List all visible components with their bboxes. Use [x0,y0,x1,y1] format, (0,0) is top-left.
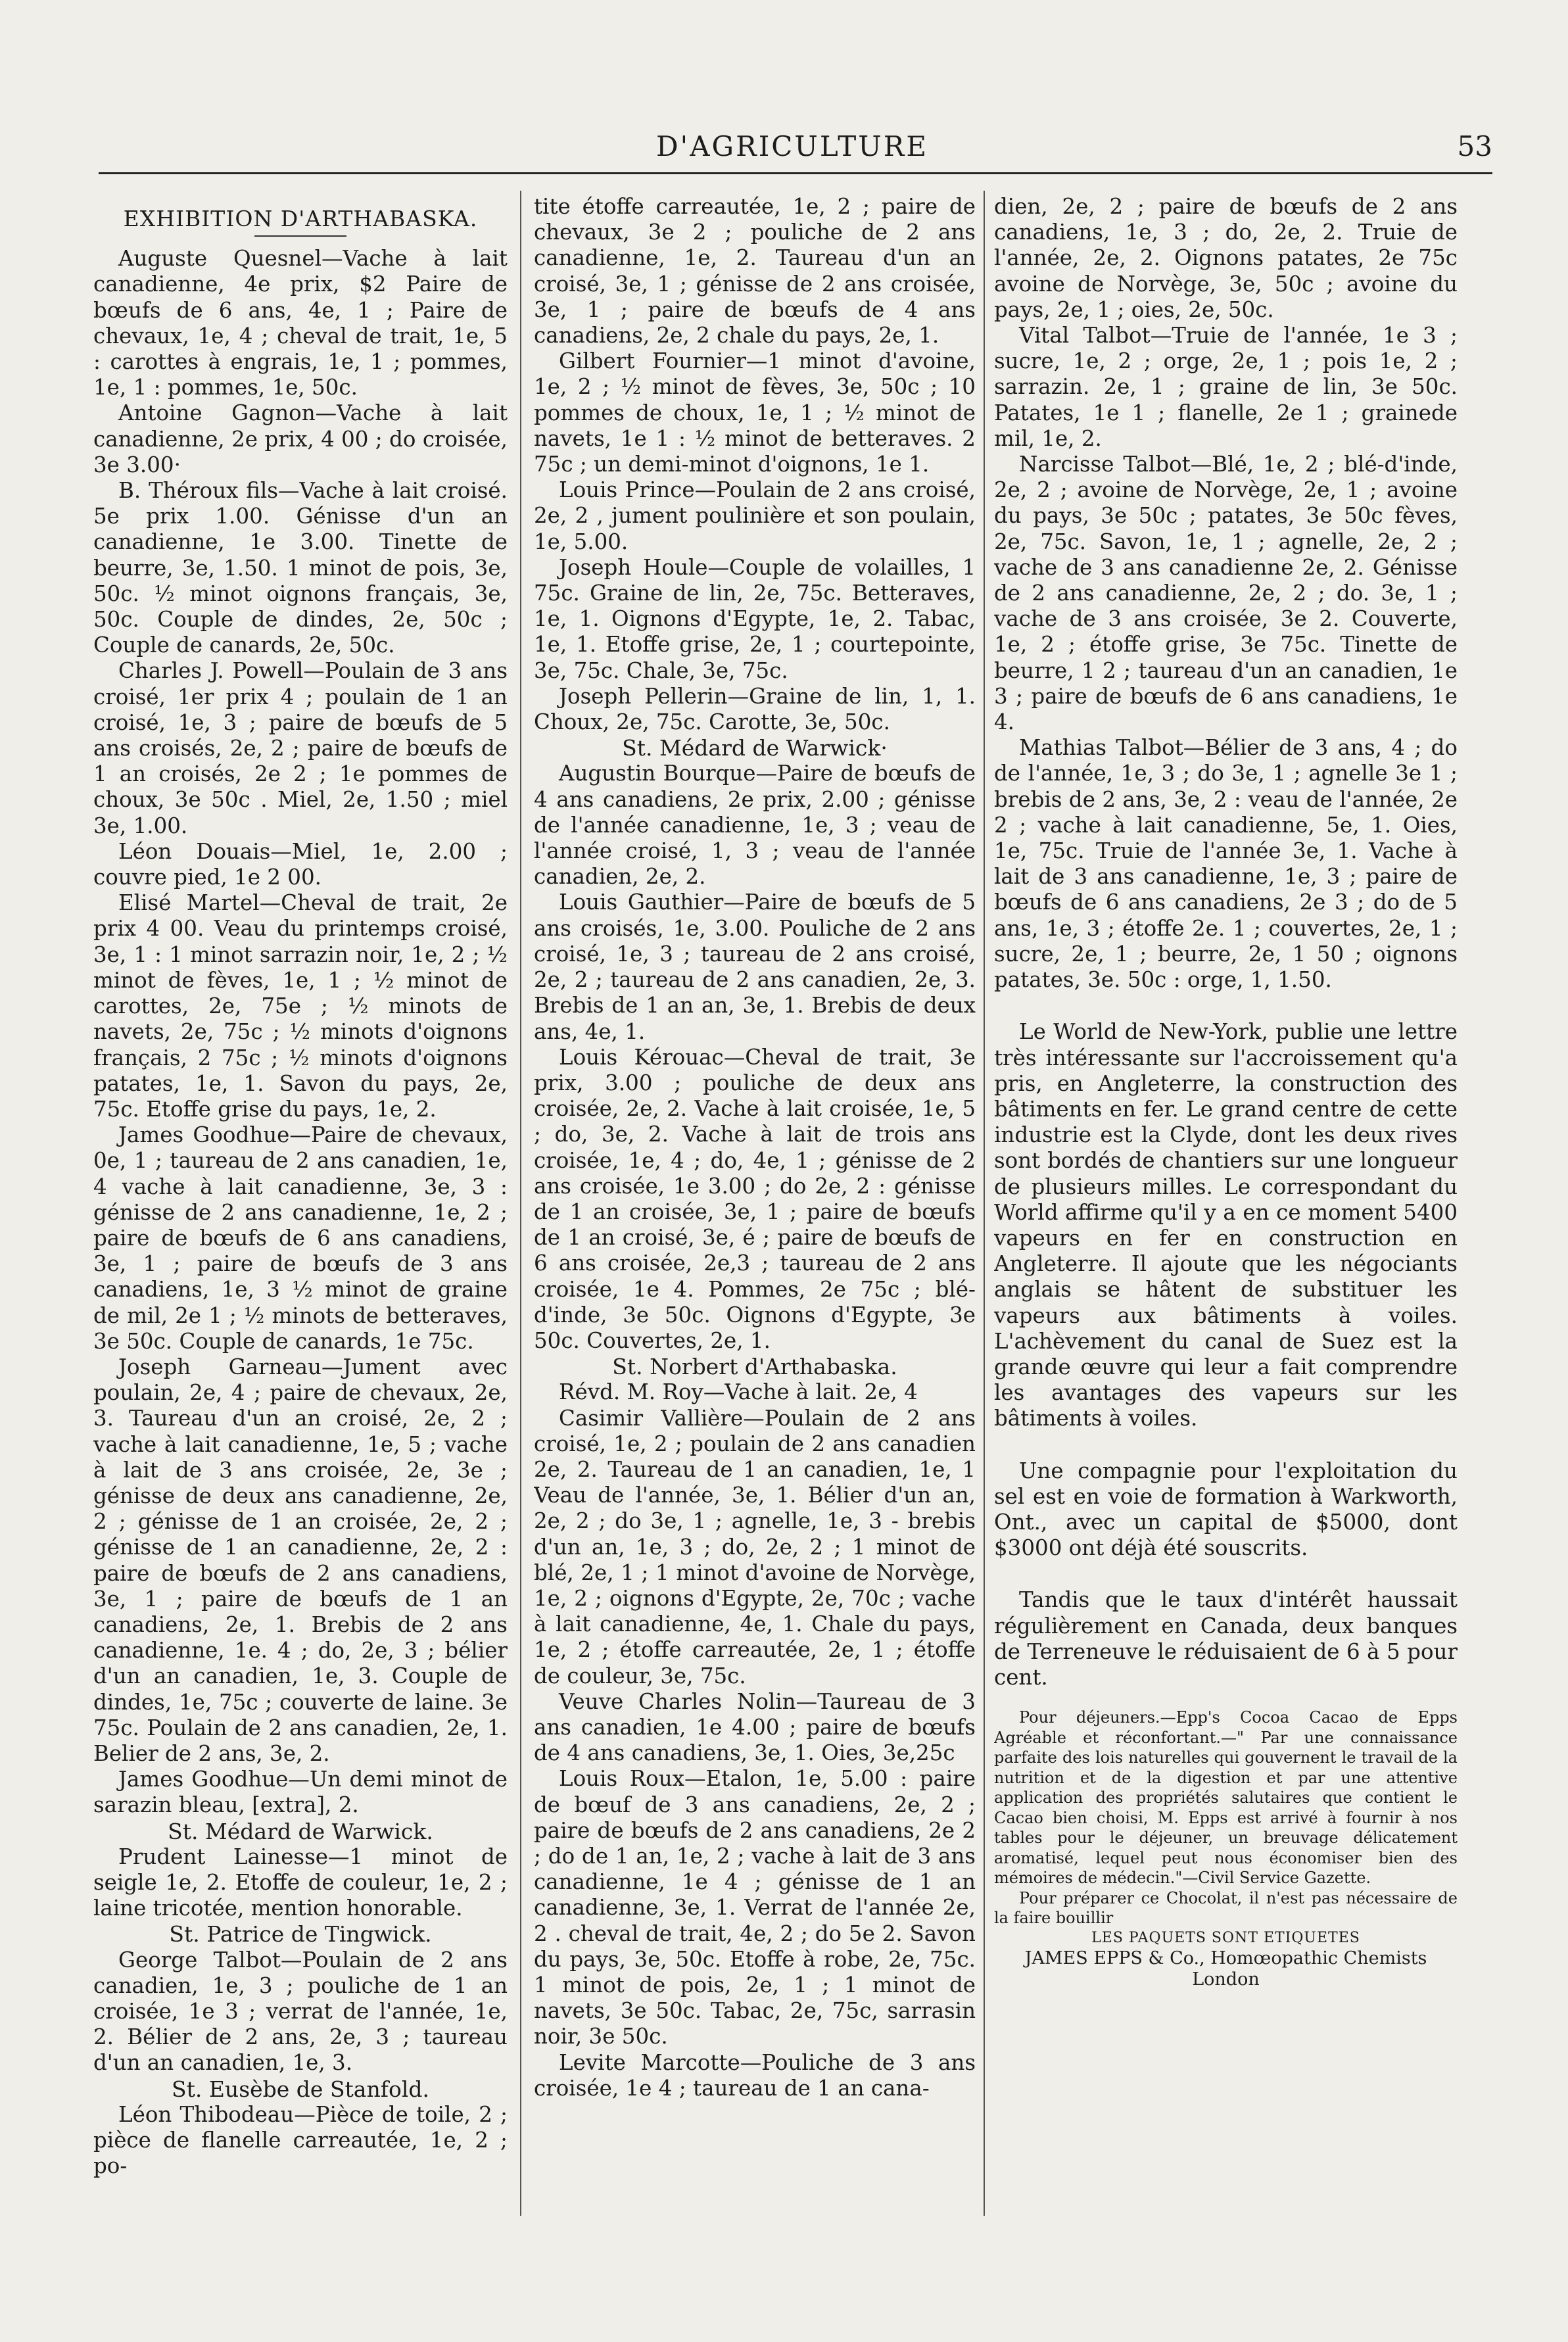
entry-paragraph: Louis Kérouac—Cheval de trait, 3e prix, 3.00 ; pouliche de deux ans croisée, 2e, 2. Vache à lait croisée, 1e, 5 ; do, 3e, 2. Vache à lait de trois ans croisée, 1e, 4 ; do, 4e, 1 ; génisse de 2 ans croisée, 1e 3.00 ; do 2e, 2 : génisse de 1 an croisée, 3e, 1 ; paire de bœufs de 1 an croisé, 3e, é ; paire de bœufs de 6 ans croisée, 2e,3 ; taureau de 2 ans croisée, 1e 4. Pommes, 2e 75c ; blé-d'inde, 3e 50c. Oignons d'Egypte, 3e 50c. Couvertes, 2e, 1. [534,1044,976,1353]
entry-paragraph: Charles J. Powell—Poulain de 3 ans croisé, 1er prix 4 ; poulain de 1 an croisé, 1e, 3 ; paire de bœufs de 5 ans croisés, 2e, 2 ; paire de bœufs de 1 an croisés, 2e 2 ; 1e pommes de choux, 3e 50c . Miel, 2e, 1.50 ; miel 3e, 1.00. [93,658,508,838]
subsection-heading: St. Patrice de Tingwick. [169,1921,432,1948]
spacer [994,993,1458,1019]
heading-rule [254,235,346,237]
news-item: Le World de New-York, publie une lettre très intéressante sur l'accroissement qu'a pris, en Angleterre, la construction des bâtiments en fer. Le grand centre de cette industrie est la Clyde, dont les deux rives sont bordés de chantiers sur une longueur de plusieurs milles. Le correspondant du World affirme qu'il y a en ce moment 5400 vapeurs en fer en construction en Angleterre. Il ajoute que les négociants anglais se hâtent de substituer les vapeurs aux bâtiments à voiles. L'achèvement du canal de Suez est la grande œuvre qui leur a fait comprendre les avantages des vapeurs sur les bâtiments à voiles. [994,1019,1458,1431]
entry-paragraph: Veuve Charles Nolin—Taureau de 3 ans canadien, 1e 4.00 ; paire de bœufs de 4 ans canadiens, 3e, 1. Oies, 3e,25c [534,1688,976,1766]
advertisement-packets: LES PAQUETS SONT ETIQUETES [1091,1929,1360,1946]
section-heading: EXHIBITION D'ARTHABASKA. [123,206,478,231]
entry-paragraph: Léon Thibodeau—Pièce de toile, 2 ; pièce de flanelle carreautée, 1e, 2 ; po- [93,2101,508,2179]
entry-paragraph: Louis Prince—Poulain de 2 ans croisé, 2e, 2 , jument poulinière et son poulain, 1e, 5.00. [534,477,976,554]
entry-paragraph: Joseph Pellerin—Graine de lin, 1, 1. Choux, 2e, 75c. Carotte, 3e, 50c. [534,683,976,735]
page-number: 53 [1457,130,1492,162]
running-header [92,130,1492,170]
entry-paragraph: Vital Talbot—Truie de l'année, 1e 3 ; sucre, 1e, 2 ; orge, 2e, 1 ; pois 1e, 2 ; sarrazin. 2e, 1 ; graine de lin, 3e 50c. Patates, 1e 1 ; flanelle, 2e 1 ; grainede mil, 1e, 2. [994,323,1458,451]
subsection-heading: St. Médard de Warwick· [622,735,888,761]
entry-paragraph: Elisé Martel—Cheval de trait, 2e prix 4 00. Veau du printemps croisé, 3e, 1 : 1 minot sarrazin noir, 1e, 2 ; ½ minot de fèves, 1e, 1 ; ½ minot de carottes, 2e, 75e ; ½ minots de navets, 2e, 75c ; ½ minots d'oignons français, 2 75c ; ½ minots d'oignons patates, 1e, 1. Savon du pays, 2e, 75c. Etoffe grise du pays, 1e, 2. [93,890,508,1122]
entry-paragraph: tite étoffe carreautée, 1e, 2 ; paire de chevaux, 3e 2 ; pouliche de 2 ans canadienne, 1e, 2. Taureau d'un an croisé, 3e, 1 ; génisse de 2 ans croisée, 3e, 1 ; paire de bœufs de 4 ans canadiens, 2e, 2 chale du pays, 2e, 1. [534,194,976,348]
advertisement-note: Pour préparer ce Chocolat, il n'est pas nécessaire de la faire bouillir [994,1888,1458,1928]
entry-paragraph: dien, 2e, 2 ; paire de bœufs de 2 ans canadiens, 1e, 3 ; do, 2e, 2. Truie de l'année, 2e, 2. Oignons patates, 2e 75c avoine de Norvège, 3e, 50c ; avoine du pays, 2e, 1 ; oies, 2e, 50c. [994,194,1458,322]
column-2 [534,194,976,2232]
entry-paragraph: James Goodhue—Un demi minot de sarazin bleau, [extra], 2. [93,1767,508,1818]
column-divider [520,191,521,2216]
header-rule [99,172,1492,174]
news-item: Une compagnie pour l'exploitation du sel est en voie de formation à Warkworth, Ont., avec un capital de $5000, dont $3000 ont déjà été souscrits. [994,1458,1458,1561]
advertisement-city: London [1192,1969,1260,1990]
entry-paragraph: Prudent Lainesse—1 minot de seigle 1e, 2. Etoffe de couleur, 1e, 2 ; laine tricotée, mention honorable. [93,1844,508,1921]
column-1 [93,194,508,2232]
news-item: Tandis que le taux d'intérêt haussait régulièrement en Canada, deux banques de Terreneuve le réduisaient de 6 à 5 pour cent. [994,1587,1458,1690]
entry-paragraph: Auguste Quesnel—Vache à lait canadienne, 4e prix, $2 Paire de bœufs de 6 ans, 4e, 1 ; Paire de chevaux, 1e, 4 ; cheval de trait, 1e, 5 : carottes à engrais, 1e, 1 ; pommes, 1e, 1 : pommes, 1e, 50c. [93,246,508,400]
entry-paragraph: Joseph Houle—Couple de volailles, 1 75c. Graine de lin, 2e, 75c. Betteraves, 1e, 1. Oignons d'Egypte, 1e, 2. Tabac, 1e, 1. Etoffe grise, 2e, 1 ; courtepointe, 3e, 75c. Chale, 3e, 75c. [534,554,976,683]
entry-paragraph: Casimir Vallière—Poulain de 2 ans croisé, 1e, 2 ; poulain de 2 ans canadien 2e, 2. Taureau de 1 an canadien, 1e, 1 Veau de l'année, 3e, 1. Bélier d'un an, 2e, 2 ; do 3e, 1 ; agnelle, 1e, 3 - brebis d'un an, 1e, 3 ; do, 2e, 2 ; 1 minot de blé, 2e, 1 ; 1 minot d'avoine de Norvège, 1e, 2 ; oignons d'Egypte, 2e, 70c ; vache à lait canadienne, 4e, 1. Chale du pays, 1e, 2 ; étoffe carreautée, 2e, 1 ; étoffe de couleur, 3e, 75c. [534,1405,976,1688]
running-title: D'AGRICULTURE [655,130,928,162]
entry-paragraph: Révd. M. Roy—Vache à lait. 2e, 4 [559,1379,918,1405]
spacer [994,1690,1458,1708]
entry-paragraph: Antoine Gagnon—Vache à lait canadienne, 2e prix, 4 00 ; do croisée, 3e 3.00· [93,400,508,477]
advertisement-firm: JAMES EPPS & Co., Homœopathic Chemists [1024,1948,1427,1969]
spacer [994,1561,1458,1587]
entry-paragraph: Levite Marcotte—Pouliche de 3 ans croisée, 1e 4 ; taureau de 1 an cana- [534,2049,976,2101]
column-divider [984,191,985,2216]
entry-paragraph: Narcisse Talbot—Blé, 1e, 2 ; blé-d'inde, 2e, 2 ; avoine de Norvège, 2e, 1 ; avoine du pays, 3e 50c ; patates, 3e 50c fèves, 2e, 75c. Savon, 1e, 1 ; agnelle, 2e, 2 ; vache de 3 ans canadienne 2e, 2. Génisse de 2 ans canadienne, 2e, 2 ; do. 3e, 1 ; vache de 3 ans croisée, 3e 2. Couverte, 1e, 2 ; étoffe grise, 3e 75c. Tinette de beurre, 1 2 ; taureau d'un an canadien, 1e 3 ; paire de bœufs de 6 ans canadiens, 1e 4. [994,452,1458,735]
entry-paragraph: Louis Gauthier—Paire de bœufs de 5 ans croisés, 1e, 3.00. Pouliche de 2 ans croisé, 1e, 3 ; taureau de 2 ans croisé, 2e, 2 ; taureau de 2 ans canadien, 2e, 3. Brebis de 1 an an, 3e, 1. Brebis de deux ans, 4e, 1. [534,890,976,1044]
subsection-heading: St. Médard de Warwick. [168,1818,433,1844]
entry-paragraph: Mathias Talbot—Bélier de 3 ans, 4 ; do de l'année, 1e, 3 ; do 3e, 1 ; agnelle 3e 1 ; brebis de 2 ans, 3e, 2 : veau de l'année, 2e 2 ; vache à lait canadienne, 5e, 1. Oies, 1e, 75c. Truie de l'année 3e, 1. Vache à lait de 3 ans canadienne, 1e, 3 ; paire de bœufs de 6 ans canadiens, 2e 3 ; do de 5 ans, 1e, 3 ; étoffe 2e. 1 ; couvertes, 2e, 1 ; sucre, 2e, 1 ; beurre, 2e, 1 50 ; oignons patates, 3e. 50c : orge, 1, 1.50. [994,735,1458,993]
entry-paragraph: George Talbot—Poulain de 2 ans canadien, 1e, 3 ; pouliche de 1 an croisée, 1e 3 ; verrat de l'année, 1e, 2. Bélier de 2 ans, 2e, 3 ; taureau d'un an canadien, 1e, 3. [93,1947,508,2076]
advertisement-text: Pour déjeuners.—Epp's Cocoa Cacao de Epps Agréable et réconfortant.—" Par une connaissance parfaite des lois naturelles qui gouvernent le travail de la nutrition et de la digestion et par une attentive application des propriétés salutaires que contient le Cacao bien choisi, M. Epps est arrivé à fournir à nos tables pour le déjeuner, un breuvage délicatement aromatisé, lequel peut nous économiser bien des mémoires de médecin."—Civil Service Gazette. [994,1708,1458,1888]
entry-paragraph: Joseph Garneau—Jument avec poulain, 2e, 4 ; paire de chevaux, 2e, 3. Taureau d'un an croisé, 2e, 2 ; vache à lait canadienne, 1e, 5 ; vache à lait de 3 ans croisée, 2e, 3e ; génisse de deux ans canadienne, 2e, 2 ; génisse de 1 an croisée, 2e, 2 ; génisse de 1 an canadienne, 2e, 2 : paire de bœufs de 2 ans canadiens, 3e, 1 ; paire de bœufs de 1 an canadiens, 2e, 1. Brebis de 2 ans canadienne, 1e. 4 ; do, 2e, 3 ; bélier d'un an canadien, 1e, 3. Couple de dindes, 1e, 75c ; couverte de laine. 3e 75c. Poulain de 2 ans canadien, 2e, 1. Belier de 2 ans, 3e, 2. [93,1354,508,1766]
subsection-heading: St. Eusèbe de Stanfold. [172,2076,429,2102]
entry-paragraph: B. Théroux fils—Vache à lait croisé. 5e prix 1.00. Génisse d'un an canadienne, 1e 3.00. Tinette de beurre, 3e, 1.50. 1 minot de pois, 3e, 50c. ½ minot oignons français, 3e, 50c. Couple de dindes, 2e, 50c ; Couple de canards, 2e, 50c. [93,478,508,658]
entry-paragraph: Augustin Bourque—Paire de bœufs de 4 ans canadiens, 2e prix, 2.00 ; génisse de l'année canadienne, 1e, 3 ; veau de l'année croisé, 1, 3 ; veau de l'année canadien, 2e, 2. [534,761,976,890]
entry-paragraph: Léon Douais—Miel, 1e, 2.00 ; couvre pied, 1e 2 00. [93,838,508,890]
entry-paragraph: Louis Roux—Etalon, 1e, 5.00 : paire de bœuf de 3 ans canadiens, 2e, 2 ; paire de bœufs de 2 ans canadiens, 2e 2 ; do de 1 an, 1e, 2 ; vache à lait de 3 ans canadienne, 1e 4 ; génisse de 1 an canadienne, 3e, 1. Verrat de l'année 2e, 2 . cheval de trait, 4e, 2 ; do 5e 2. Savon du pays, 3e, 50c. Etoffe à robe, 2e, 75c. 1 minot de pois, 2e, 1 ; 1 minot de navets, 3e 50c. Tabac, 2e, 75c, sarrasin noir, 3e 50c. [534,1766,976,2049]
entry-paragraph: Gilbert Fournier—1 minot d'avoine, 1e, 2 ; ½ minot de fèves, 3e, 50c ; 10 pommes de choux, 1e, 1 ; ½ minot de navets, 1e 1 : ½ minot de betteraves. 2 75c ; un demi-minot d'oignons, 1e 1. [534,348,976,477]
subsection-heading: St. Norbert d'Arthabaska. [612,1354,897,1380]
spacer [994,1432,1458,1458]
column-3 [994,194,1458,2232]
entry-paragraph: James Goodhue—Paire de chevaux, 0e, 1 ; taureau de 2 ans canadien, 1e, 4 vache à lait canadienne, 3e, 3 : génisse de 2 ans canadienne, 1e, 2 ; paire de bœufs de 6 ans canadiens, 3e, 1 ; paire de bœufs de 3 ans canadiens, 1e, 3 ½ minot de graine de mil, 2e 1 ; ½ minots de betteraves, 3e 50c. Couple de canards, 1e 75c. [93,1122,508,1354]
